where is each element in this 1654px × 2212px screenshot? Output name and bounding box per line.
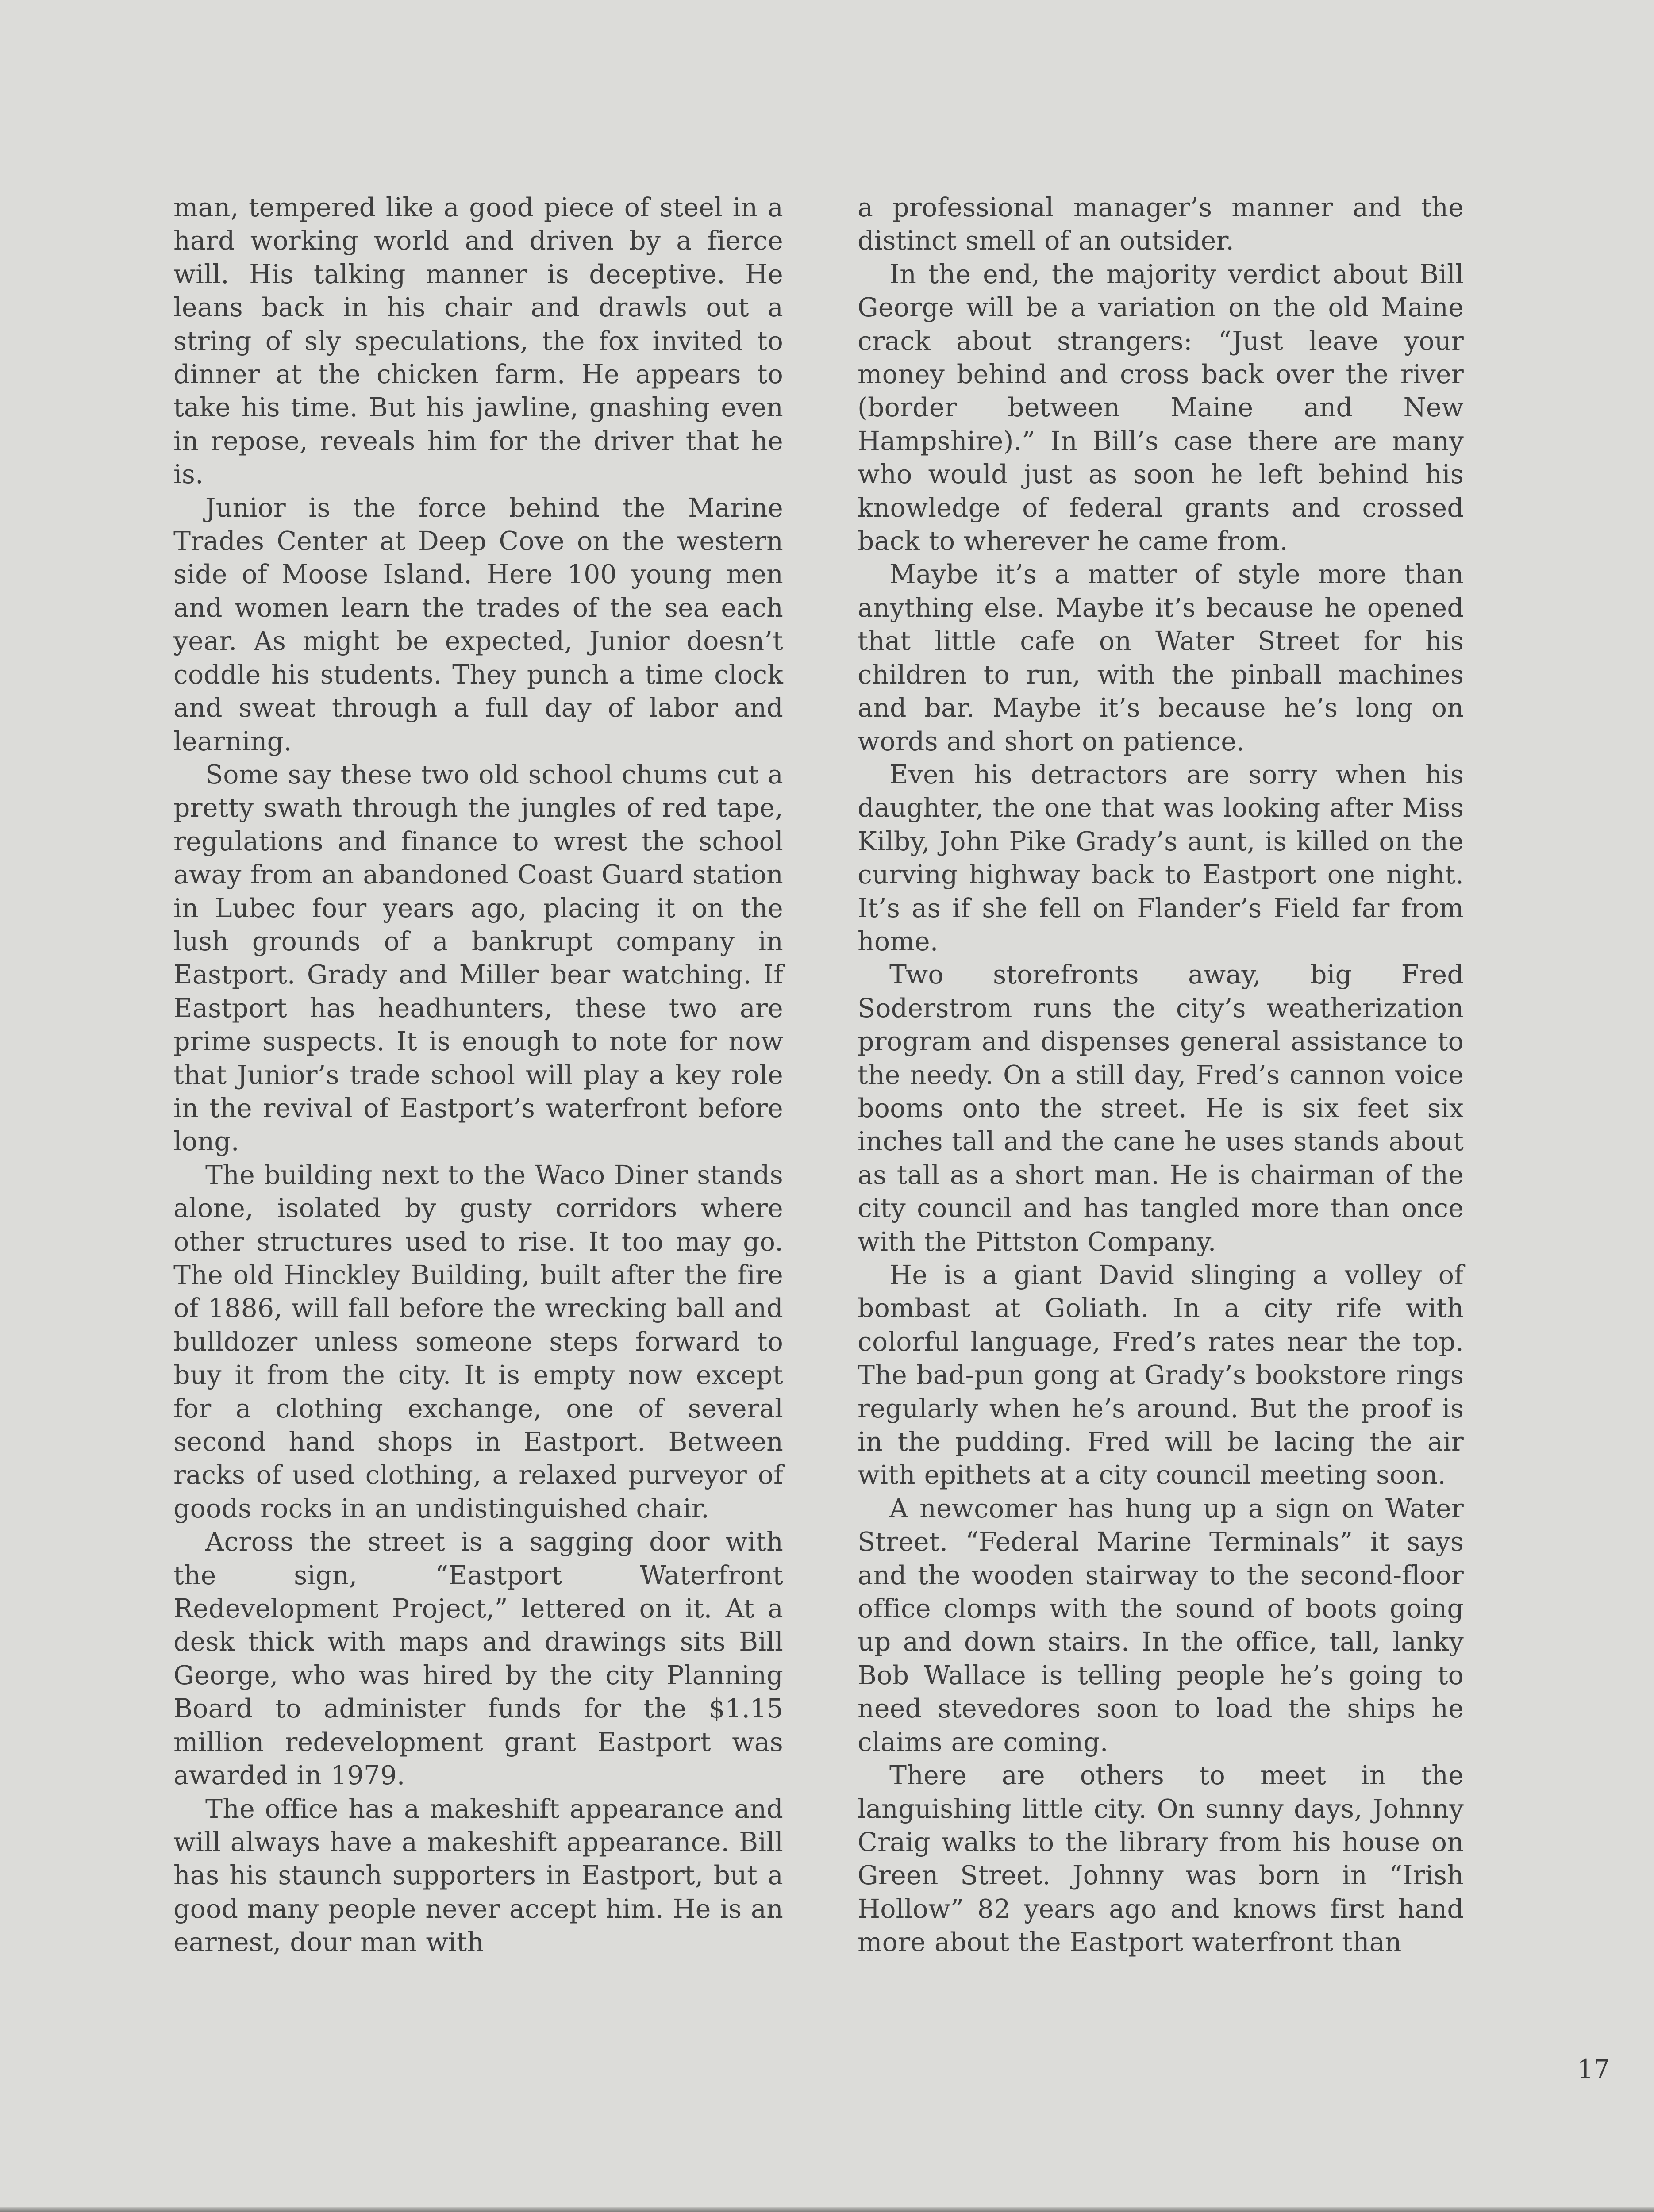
paragraph: There are others to meet in the languishing little city. On sunny days, Johnny Craig walks to the library from his house on Green Street. Johnny was born in “Irish Hollow” 82 years ago and knows first hand more about the Eastport waterfront than <box>858 1760 1464 1958</box>
paragraph: Two storefronts away, big Fred Soderstrom runs the city’s weatherization program and dispenses general assistance to the needy. On a still day, Fred’s cannon voice booms onto the street. He is six feet six inches tall and the cane he uses stands about as tall as a short man. He is chairman of the city council and has tangled more than once with the Pittston Company. <box>858 960 1464 1257</box>
right-column <box>858 191 1464 1959</box>
paragraph: Some say these two old school chums cut a pretty swath through the jungles of red tape, regulations and finance to wrest the school away from an abandoned Coast Guard station in Lubec four years ago, placing it on the lush grounds of a bankrupt company in Eastport. Grady and Miller bear watching. If Eastport has headhunters, these two are prime suspects. It is enough to note for now that Junior’s trade school will play a key role in the revival of Eastport’s waterfront before long. <box>173 759 783 1157</box>
left-column <box>173 191 783 1959</box>
scan-edge-divider <box>0 2207 1654 2212</box>
paragraph: Junior is the force behind the Marine Trades Center at Deep Cove on the western side of Moose Island. Here 100 young men and women learn the trades of the sea each year. As might be expected, Junior doesn’t coddle his students. They punch a time clock and sweat through a full day of labor and learning. <box>173 492 783 757</box>
paragraph: Maybe it’s a matter of style more than anything else. Maybe it’s because he opened that little cafe on Water Street for his children to run, with the pinball machines and bar. Maybe it’s because he’s long on words and short on patience. <box>858 559 1464 757</box>
paragraph: In the end, the majority verdict about Bill George will be a variation on the old Maine crack about strangers: “Just leave your money behind and cross back over the river (border between Maine and New Hampshire).” In Bill’s case there are many who would just as soon he left behind his knowledge of federal grants and crossed back to wherever he came from. <box>858 259 1464 557</box>
paragraph: He is a giant David slinging a volley of bombast at Goliath. In a city rife with colorful language, Fred’s rates near the top. The bad-pun gong at Grady’s bookstore rings regularly when he’s around. But the proof is in the pudding. Fred will be lacing the air with epithets at a city council meeting soon. <box>858 1260 1464 1490</box>
paragraph: man, tempered like a good piece of steel in a hard working world and driven by a fierce will. His talking manner is deceptive. He leans back in his chair and drawls out a string of sly speculations, the fox invited to dinner at the chicken farm. He appears to take his time. But his jawline, gnashing even in repose, reveals him for the driver that he is. <box>173 192 783 490</box>
page-number: 17 <box>1577 2054 1610 2084</box>
paragraph: The office has a makeshift appearance and will always have a makeshift appearance. Bill has his staunch supporters in Eastport, but a good many people never accept him. He is an earnest, dour man with <box>173 1793 783 1958</box>
paragraph: Across the street is a sagging door with the sign, “Eastport Waterfront Redevelopment Project,” lettered on it. At a desk thick with maps and drawings sits Bill George, who was hired by the city Planning Board to administer funds for the $1.15 million redevelopment grant Eastport was awarded in 1979. <box>173 1527 783 1791</box>
paragraph: The building next to the Waco Diner stands alone, isolated by gusty corridors where other structures used to rise. It too may go. The old Hinckley Building, built after the fire of 1886, will fall before the wrecking ball and bulldozer unless someone steps forward to buy it from the city. It is empty now except for a clothing exchange, one of several second hand shops in Eastport. Between racks of used clothing, a relaxed purveyor of goods rocks in an undistinguished chair. <box>173 1160 783 1524</box>
paragraph: Even his detractors are sorry when his daughter, the one that was looking after Miss Kilby, John Pike Grady’s aunt, is killed on the curving highway back to Eastport one night. It’s as if she fell on Flander’s Field far from home. <box>858 759 1464 956</box>
paragraph: A newcomer has hung up a sign on Water Street. “Federal Marine Terminals” it says and the wooden stairway to the second-floor office clomps with the sound of boots going up and down stairs. In the office, tall, lanky Bob Wallace is telling people he’s going to need stevedores soon to load the ships he claims are coming. <box>858 1493 1464 1757</box>
paragraph: a professional manager’s manner and the distinct smell of an outsider. <box>858 192 1464 256</box>
